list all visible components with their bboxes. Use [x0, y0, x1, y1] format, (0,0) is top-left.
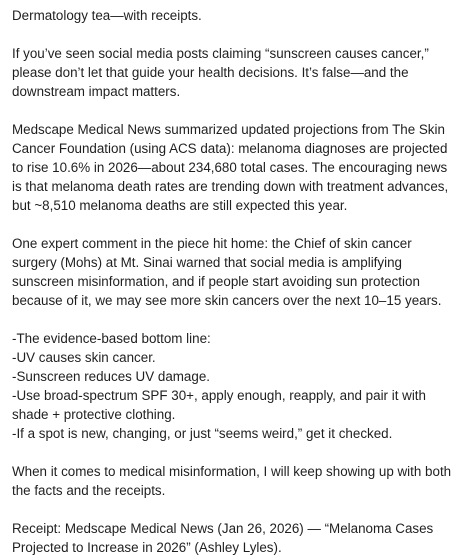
- post-paragraph-closing: When it comes to medical misinformation, I will keep showing up with both the facts and the receipts.: [12, 464, 452, 498]
- post-title: Dermatology tea—with receipts.: [12, 8, 202, 23]
- list-item: -The evidence-based bottom line:: [12, 331, 211, 346]
- post-paragraph-intro: If you’ve seen social media posts claiming “sunscreen causes cancer,” please don’t let that guide your health decisions. It’s false—and the downstream impact matters.: [12, 46, 429, 99]
- post-paragraph-expert: One expert comment in the piece hit home: the Chief of skin cancer surgery (Mohs) at Mt. Sinai warned that social media is amplifying sunscreen misinformation, and if people start avoiding sun protection because of it, we may see more skin cancers over the next 10–15 years.: [12, 236, 442, 308]
- list-item: -If a spot is new, changing, or just “seems weird,” get it checked.: [12, 426, 393, 441]
- post-receipt: Receipt: Medscape Medical News (Jan 26, 2026) — “Melanoma Cases Projected to Increase in 2026” (Ashley Lyles).: [12, 521, 434, 555]
- list-item: -UV causes skin cancer.: [12, 350, 156, 365]
- list-item: -Sunscreen reduces UV damage.: [12, 369, 210, 384]
- bottom-line-list: [12, 329, 459, 443]
- list-item: -Use broad-spectrum SPF 30+, apply enough, reapply, and pair it with shade + protective clothing.: [12, 388, 426, 422]
- post-paragraph-projections: Medscape Medical News summarized updated projections from The Skin Cancer Foundation (using ACS data): melanoma diagnoses are projected to rise 10.6% in 2026—about 234,680 total cases. The encouraging news is that melanoma death rates are trending down with treatment advances, but ~8,510 melanoma deaths are still expected this year.: [12, 122, 449, 213]
